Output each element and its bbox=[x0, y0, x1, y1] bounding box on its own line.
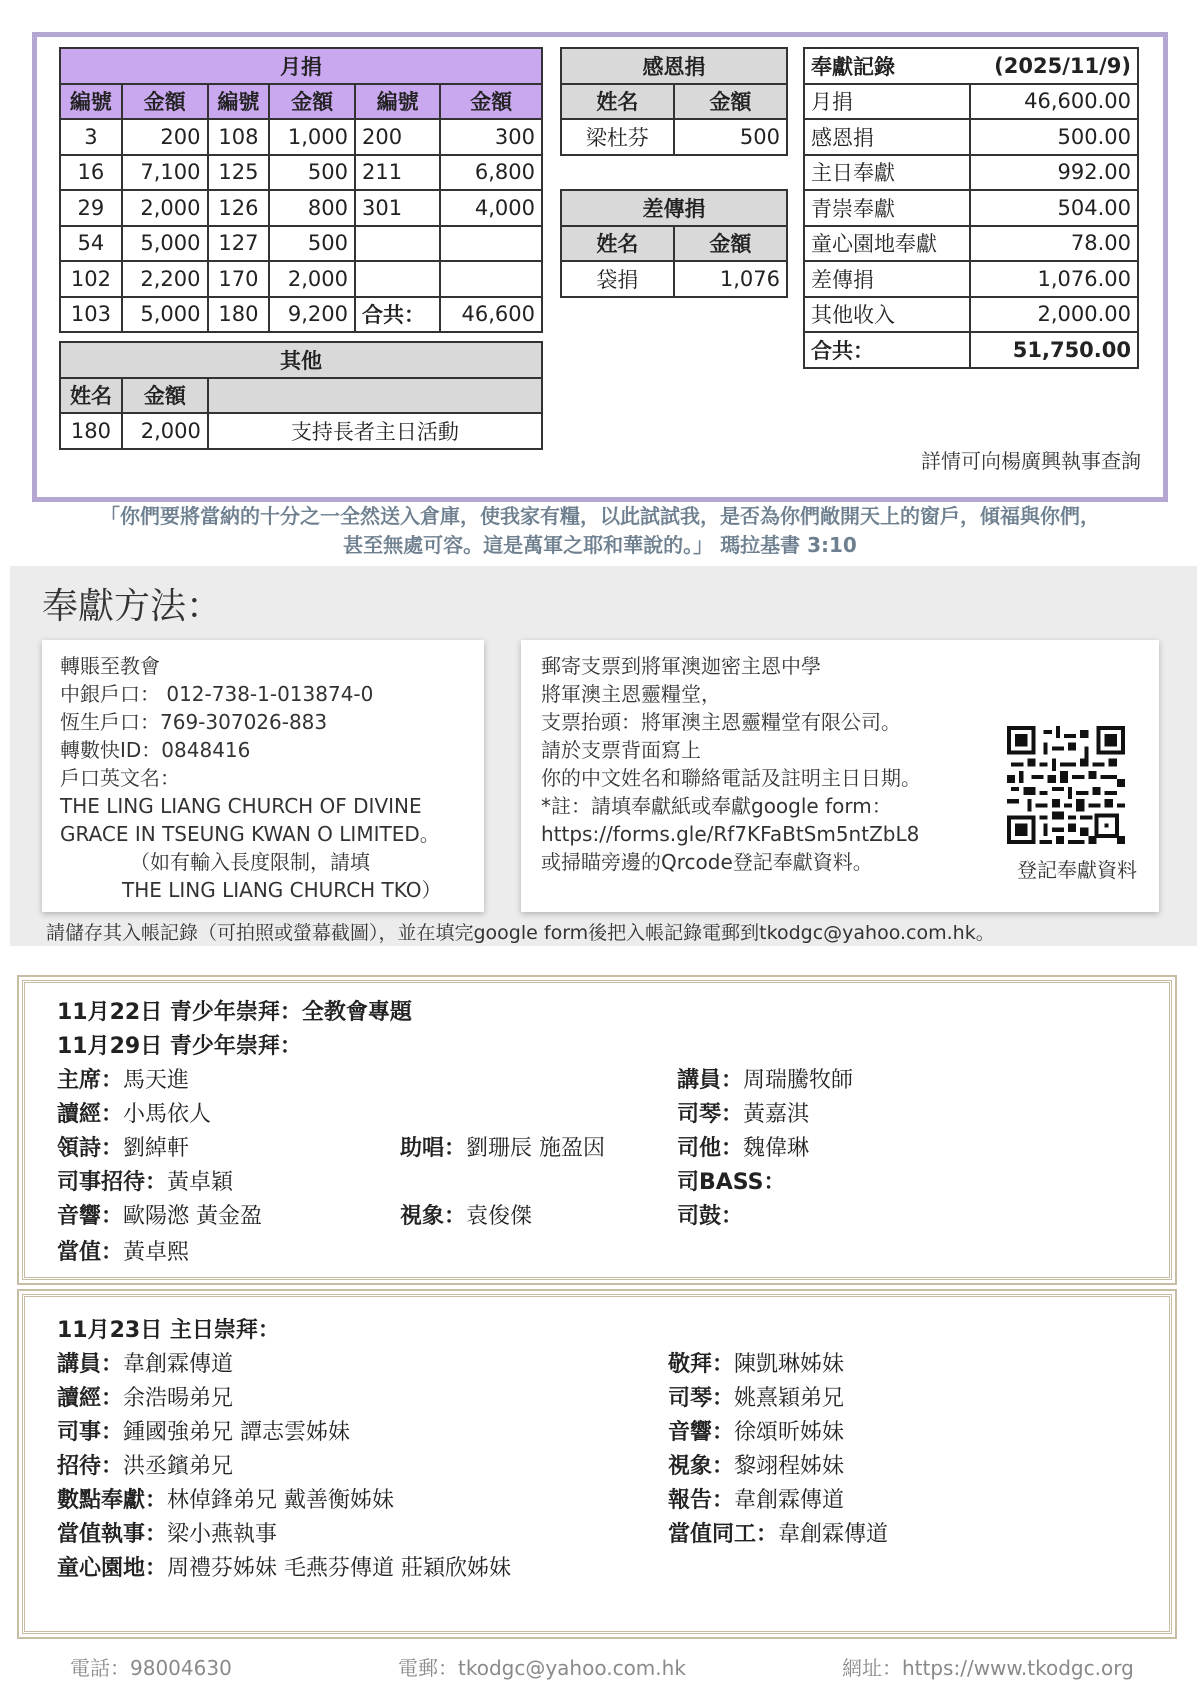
thanksgiving-table-title: 感恩捐 bbox=[561, 48, 787, 84]
youth-guitar bbox=[677, 1131, 809, 1162]
youth-duty bbox=[57, 1235, 189, 1266]
offering-record-table bbox=[803, 47, 1139, 369]
role-person: 林倬鋒弟兄 戴善衡姊妹 bbox=[167, 1488, 395, 1513]
cheque-line: 郵寄支票到將軍澳迦密主恩中學 bbox=[541, 654, 821, 678]
table-cell: 200 bbox=[355, 119, 440, 155]
role-label: 音響： bbox=[57, 1204, 124, 1229]
table-cell: 青崇奉獻 bbox=[804, 190, 970, 226]
table-row bbox=[60, 261, 542, 297]
table-row bbox=[60, 413, 542, 449]
cheque-card bbox=[521, 640, 1159, 912]
column-header bbox=[208, 378, 542, 414]
role-person: 徐頌昕姊妹 bbox=[734, 1420, 845, 1445]
role-person: 魏偉琳 bbox=[743, 1136, 810, 1161]
youth-worship-box bbox=[22, 980, 1172, 1280]
table-cell: 126 bbox=[208, 190, 270, 226]
table-cell: 103 bbox=[60, 297, 122, 333]
table-cell: 4,000 bbox=[440, 190, 542, 226]
table-cell: 180 bbox=[208, 297, 270, 333]
youth-usher bbox=[57, 1165, 233, 1196]
youth-chair bbox=[57, 1063, 189, 1094]
role-label: 司琴： bbox=[677, 1102, 744, 1127]
table-row bbox=[804, 119, 1138, 155]
column-header: 編號 bbox=[355, 84, 440, 120]
role-person: 黎翊程姊妹 bbox=[734, 1454, 845, 1479]
role-label: 主席： bbox=[57, 1068, 124, 1093]
youth-date-line: 11月29日 青少年崇拜： bbox=[57, 1034, 302, 1059]
transfer-line: 恆生戶口：769-307026-883 bbox=[60, 710, 328, 734]
sunday-greeter bbox=[57, 1449, 233, 1480]
table-cell: 300 bbox=[440, 119, 542, 155]
table-cell: 78.00 bbox=[970, 226, 1138, 262]
table-cell: 500.00 bbox=[970, 119, 1138, 155]
youth-sound bbox=[57, 1199, 262, 1230]
column-header: 金額 bbox=[122, 378, 208, 414]
role-person: 歐陽滺 黃金盈 bbox=[123, 1204, 263, 1229]
table-cell: 54 bbox=[60, 226, 122, 262]
role-label: 讀經： bbox=[57, 1386, 124, 1411]
monthly-table-title: 月捐 bbox=[60, 48, 542, 84]
role-label: 報告： bbox=[668, 1488, 735, 1513]
sunday-offering-count bbox=[57, 1483, 394, 1514]
payment-methods-title: 奉獻方法： bbox=[42, 586, 223, 627]
table-cell: 6,800 bbox=[440, 155, 542, 191]
record-title: 奉獻記錄 bbox=[804, 48, 970, 84]
monthly-offering-table bbox=[59, 47, 543, 333]
role-person: 韋創霖傳道 bbox=[778, 1522, 889, 1547]
record-header-row bbox=[804, 48, 1138, 84]
youth-bass bbox=[677, 1165, 786, 1196]
role-label: 司鼓： bbox=[677, 1204, 744, 1229]
role-label: 司琴： bbox=[668, 1386, 735, 1411]
table-row bbox=[804, 297, 1138, 333]
table-cell: 102 bbox=[60, 261, 122, 297]
table-cell: 500 bbox=[269, 155, 355, 191]
role-person: 劉綽軒 bbox=[123, 1136, 190, 1161]
column-header: 金額 bbox=[122, 84, 208, 120]
role-person: 韋創霖傳道 bbox=[123, 1352, 234, 1377]
table-cell: 9,200 bbox=[269, 297, 355, 333]
transfer-line: GRACE IN TSEUNG KWAN O LIMITED。 bbox=[60, 822, 440, 846]
table-cell: 170 bbox=[208, 261, 270, 297]
role-person: 小馬依人 bbox=[123, 1102, 212, 1127]
table-cell: 2,000 bbox=[122, 190, 208, 226]
table-cell: 301 bbox=[355, 190, 440, 226]
sunday-sound bbox=[668, 1415, 844, 1446]
youth-speaker bbox=[677, 1063, 853, 1094]
role-person: 梁小燕執事 bbox=[167, 1522, 278, 1547]
column-header: 金額 bbox=[674, 226, 787, 262]
bible-verse bbox=[0, 502, 1200, 560]
transfer-line: THE LING LIANG CHURCH TKO） bbox=[122, 878, 442, 902]
role-person: 黃嘉淇 bbox=[743, 1102, 810, 1127]
transfer-line: （如有輸入長度限制，請填 bbox=[130, 850, 370, 874]
sunday-kids-corner bbox=[57, 1551, 511, 1582]
table-cell: 支持長者主日活動 bbox=[208, 413, 542, 449]
table-row bbox=[804, 190, 1138, 226]
role-label: 司他： bbox=[677, 1136, 744, 1161]
role-label: 童心園地： bbox=[57, 1556, 168, 1581]
table-cell: 主日奉獻 bbox=[804, 155, 970, 191]
transfer-line: THE LING LIANG CHURCH OF DIVINE bbox=[60, 794, 422, 818]
table-cell: 7,100 bbox=[122, 155, 208, 191]
table-cell: 16 bbox=[60, 155, 122, 191]
table-cell: 200 bbox=[122, 119, 208, 155]
role-label: 數點奉獻： bbox=[57, 1488, 168, 1513]
thanksgiving-table bbox=[560, 47, 788, 156]
sunday-worship-box bbox=[22, 1294, 1172, 1634]
table-row bbox=[804, 155, 1138, 191]
table-row bbox=[804, 261, 1138, 297]
table-cell: 127 bbox=[208, 226, 270, 262]
table-cell: 180 bbox=[60, 413, 122, 449]
bank-transfer-card bbox=[42, 640, 484, 912]
table-header-row bbox=[561, 84, 787, 120]
role-label: 講員： bbox=[57, 1352, 124, 1377]
role-person: 洪丞鑌弟兄 bbox=[123, 1454, 234, 1479]
role-person: 姚熹穎弟兄 bbox=[734, 1386, 845, 1411]
role-label: 讀經： bbox=[57, 1102, 124, 1127]
table-cell: 2,000 bbox=[122, 413, 208, 449]
youth-piano bbox=[677, 1097, 809, 1128]
table-header-row bbox=[60, 378, 542, 414]
sunday-duty-staff bbox=[668, 1517, 888, 1548]
google-form-link[interactable]: https://forms.gle/Rf7KFaBtSm5ntZbL8 bbox=[541, 822, 920, 846]
role-person: 黃卓熙 bbox=[123, 1240, 190, 1265]
table-cell bbox=[355, 261, 440, 297]
other-table-title: 其他 bbox=[60, 342, 542, 378]
sunday-piano bbox=[668, 1381, 844, 1412]
verse-line: 甚至無處可容。這是萬軍之耶和華說的。」 瑪拉基書 3:10 bbox=[343, 533, 857, 557]
role-person: 韋創霖傳道 bbox=[734, 1488, 845, 1513]
table-cell: 2,200 bbox=[122, 261, 208, 297]
table-cell: 125 bbox=[208, 155, 270, 191]
table-row bbox=[60, 155, 542, 191]
role-person: 鍾國強弟兄 譚志雲姊妹 bbox=[123, 1420, 351, 1445]
column-header: 姓名 bbox=[561, 84, 674, 120]
cheque-line: 將軍澳主恩靈糧堂， bbox=[541, 682, 721, 706]
sunday-usher bbox=[57, 1415, 350, 1446]
column-header: 編號 bbox=[208, 84, 270, 120]
role-person: 袁俊傑 bbox=[466, 1204, 533, 1229]
youth-drum bbox=[677, 1199, 743, 1230]
table-row bbox=[60, 226, 542, 262]
footer-phone: 電話：98004630 bbox=[70, 1656, 232, 1680]
role-label: 視象： bbox=[668, 1454, 735, 1479]
table-cell: 2,000 bbox=[269, 261, 355, 297]
table-cell: 2,000.00 bbox=[970, 297, 1138, 333]
sunday-duty-deacon bbox=[57, 1517, 277, 1548]
table-cell bbox=[440, 226, 542, 262]
column-header: 金額 bbox=[440, 84, 542, 120]
monthly-total-value: 46,600 bbox=[440, 297, 542, 333]
payment-methods-section bbox=[10, 566, 1197, 946]
column-header: 姓名 bbox=[561, 226, 674, 262]
table-cell: 500 bbox=[269, 226, 355, 262]
other-offering-table bbox=[59, 341, 543, 450]
role-person: 黃卓穎 bbox=[167, 1170, 234, 1195]
table-cell: 211 bbox=[355, 155, 440, 191]
sunday-report bbox=[668, 1483, 844, 1514]
mission-table bbox=[560, 189, 788, 298]
column-header: 姓名 bbox=[60, 378, 122, 414]
table-row bbox=[60, 297, 542, 333]
sunday-visual bbox=[668, 1449, 844, 1480]
cheque-line: 支票抬頭：將軍澳主恩靈糧堂有限公司。 bbox=[541, 710, 901, 734]
record-total-value: 51,750.00 bbox=[970, 332, 1138, 368]
table-cell: 500 bbox=[674, 119, 787, 155]
enquiry-note: 詳情可向楊廣興執事查詢 bbox=[921, 449, 1141, 473]
transfer-line: 轉賬至教會 bbox=[60, 654, 160, 678]
table-cell: 感恩捐 bbox=[804, 119, 970, 155]
table-cell: 5,000 bbox=[122, 226, 208, 262]
sunday-reading bbox=[57, 1381, 233, 1412]
role-person: 馬天進 bbox=[123, 1068, 190, 1093]
table-cell: 3 bbox=[60, 119, 122, 155]
table-row bbox=[561, 119, 787, 155]
record-date: (2025/11/9) bbox=[970, 48, 1138, 84]
table-row bbox=[561, 261, 787, 297]
role-label: 講員： bbox=[677, 1068, 744, 1093]
table-cell: 童心園地奉獻 bbox=[804, 226, 970, 262]
table-cell: 5,000 bbox=[122, 297, 208, 333]
record-total-label: 合共： bbox=[804, 332, 970, 368]
table-cell: 992.00 bbox=[970, 155, 1138, 191]
role-person: 陳凱琳姊妹 bbox=[734, 1352, 845, 1377]
role-label: 敬拜： bbox=[668, 1352, 735, 1377]
table-cell: 梁杜芬 bbox=[561, 119, 674, 155]
sunday-worship-lead bbox=[668, 1347, 844, 1378]
table-header-row bbox=[60, 84, 542, 120]
table-cell: 1,000 bbox=[269, 119, 355, 155]
table-cell: 差傳捐 bbox=[804, 261, 970, 297]
cheque-line: 請於支票背面寫上 bbox=[541, 738, 701, 762]
role-label: 司事： bbox=[57, 1420, 124, 1445]
mission-table-title: 差傳捐 bbox=[561, 190, 787, 226]
footer-website[interactable]: 網址：https://www.tkodgc.org bbox=[842, 1656, 1134, 1680]
role-label: 當值同工： bbox=[668, 1522, 779, 1547]
table-cell: 月捐 bbox=[804, 84, 970, 120]
table-cell: 46,600.00 bbox=[970, 84, 1138, 120]
transfer-line: 轉數快ID：0848416 bbox=[60, 738, 251, 762]
column-header: 金額 bbox=[674, 84, 787, 120]
sunday-speaker bbox=[57, 1347, 233, 1378]
role-label: 當值： bbox=[57, 1240, 124, 1265]
table-cell: 800 bbox=[269, 190, 355, 226]
cheque-line: 或掃瞄旁邊的Qrcode登記奉獻資料。 bbox=[541, 850, 873, 874]
table-row bbox=[60, 119, 542, 155]
table-cell: 1,076 bbox=[674, 261, 787, 297]
role-label: 助唱： bbox=[400, 1136, 467, 1161]
role-label: 司BASS： bbox=[677, 1170, 786, 1195]
table-cell: 29 bbox=[60, 190, 122, 226]
table-row bbox=[60, 190, 542, 226]
transfer-line: 戶口英文名： bbox=[60, 766, 180, 790]
table-row bbox=[804, 226, 1138, 262]
table-cell: 108 bbox=[208, 119, 270, 155]
column-header: 金額 bbox=[269, 84, 355, 120]
youth-visual bbox=[400, 1199, 532, 1230]
role-person: 周禮芬姊妹 毛燕芬傳道 莊穎欣姊妹 bbox=[167, 1556, 512, 1581]
table-cell: 1,076.00 bbox=[970, 261, 1138, 297]
qr-code-icon[interactable] bbox=[1007, 726, 1125, 844]
table-cell bbox=[440, 261, 542, 297]
verse-line: 「你們要將當納的十分之一全然送入倉庫，使我家有糧，以此試試我，是否為你們敞開天上的窗戶，傾福與你們， bbox=[100, 504, 1100, 528]
transfer-line: 中銀戶口： 012-738-1-013874-0 bbox=[60, 682, 374, 706]
table-cell bbox=[355, 226, 440, 262]
qr-code-label: 登記奉獻資料 bbox=[1017, 858, 1137, 882]
role-label: 領詩： bbox=[57, 1136, 124, 1161]
table-header-row bbox=[561, 226, 787, 262]
youth-date-line: 11月22日 青少年崇拜：全教會專題 bbox=[57, 1000, 412, 1025]
record-total-row bbox=[804, 332, 1138, 368]
role-label: 音響： bbox=[668, 1420, 735, 1445]
sunday-date-line: 11月23日 主日崇拜： bbox=[57, 1318, 280, 1343]
cheque-line: 你的中文姓名和聯絡電話及註明主日日期。 bbox=[541, 766, 921, 790]
table-cell: 其他收入 bbox=[804, 297, 970, 333]
offering-panel bbox=[32, 32, 1168, 502]
role-person: 劉珊辰 施盈因 bbox=[466, 1136, 606, 1161]
youth-reading bbox=[57, 1097, 211, 1128]
role-person: 余浩暘弟兄 bbox=[123, 1386, 234, 1411]
role-label: 視象： bbox=[400, 1204, 467, 1229]
footer-email[interactable]: 電郵：tkodgc@yahoo.com.hk bbox=[398, 1656, 686, 1680]
monthly-total-label: 合共： bbox=[355, 297, 440, 333]
payment-note: 請儲存其入帳記錄（可拍照或螢幕截圖），並在填完google form後把入帳記錄電郵到tkodgc@yahoo.com.hk。 bbox=[46, 922, 995, 944]
table-cell: 袋捐 bbox=[561, 261, 674, 297]
table-cell: 504.00 bbox=[970, 190, 1138, 226]
table-row bbox=[804, 84, 1138, 120]
youth-worship-lead bbox=[57, 1131, 189, 1162]
role-label: 當值執事： bbox=[57, 1522, 168, 1547]
role-person: 周瑞騰牧師 bbox=[743, 1068, 854, 1093]
cheque-line: *註：請填奉獻紙或奉獻google form： bbox=[541, 794, 892, 818]
youth-vocal bbox=[400, 1131, 605, 1162]
role-label: 司事招待： bbox=[57, 1170, 168, 1195]
role-label: 招待： bbox=[57, 1454, 124, 1479]
column-header: 編號 bbox=[60, 84, 122, 120]
